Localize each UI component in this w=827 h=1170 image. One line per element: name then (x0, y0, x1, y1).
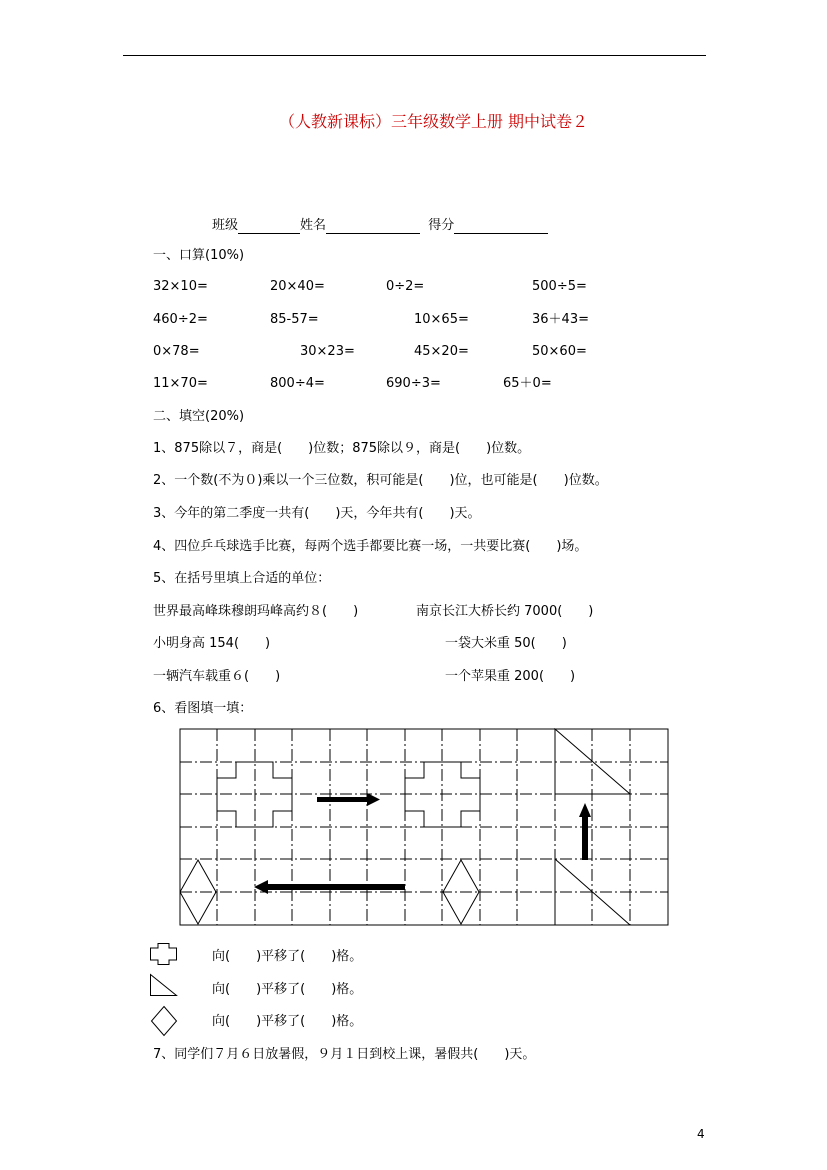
question-7: 7、同学们７月６日放暑假，９月１日到校上课，暑假共( )天。 (153, 1047, 536, 1062)
class-blank[interactable] (238, 219, 300, 234)
calc-item: 800÷4= (270, 376, 325, 391)
calc-item: 500÷5= (532, 279, 587, 294)
calc-item: 65＋0= (503, 376, 552, 391)
score-label: 得分 (428, 218, 455, 233)
question-5: 5、在括号里填上合适的单位： (153, 571, 331, 586)
calc-item: 20×40= (270, 279, 325, 294)
class-label: 班级 (212, 218, 239, 233)
calc-item: 45×20= (414, 344, 469, 359)
name-label: 姓名 (300, 218, 327, 233)
page-number: 4 (697, 1127, 705, 1141)
unit-item: 一袋大米重 50( ) (445, 636, 567, 651)
calc-item: 690÷3= (386, 376, 441, 391)
calc-item: 85-57= (270, 312, 319, 327)
calc-item: 460÷2= (153, 312, 208, 327)
question-3: 3、今年的第二季度一共有( )天，今年共有( )天。 (153, 506, 481, 521)
diamond-shape-icon (151, 1006, 177, 1036)
translation-grid-figure (180, 729, 668, 925)
translation-answer-diamond: 向( )平移了( )格。 (212, 1014, 363, 1029)
calc-item: 0÷2= (386, 279, 425, 294)
header-rule (123, 55, 706, 56)
section-heading-fill-blank: 二、填空(20%) (153, 409, 245, 424)
unit-item: 世界最高峰珠穆朗玛峰高约８( ) (153, 604, 359, 619)
calc-item: 32×10= (153, 279, 208, 294)
question-1: 1、875除以７，商是( )位数；875除以９，商是( )位数。 (153, 441, 531, 456)
translation-answer-cross: 向( )平移了( )格。 (212, 949, 363, 964)
cross-shape-icon (150, 943, 177, 965)
translation-answer-triangle: 向( )平移了( )格。 (212, 982, 363, 997)
arrow-right (317, 793, 380, 806)
section-heading-mental-math: 一、口算(10%) (153, 248, 245, 263)
unit-item: 南京长江大桥长约 7000( ) (416, 604, 594, 619)
question-2: 2、一个数(不为０)乘以一个三位数，积可能是( )位，也可能是( )位数。 (153, 473, 608, 488)
triangle-shape-icon (150, 974, 177, 996)
question-6: 6、看图填一填： (153, 701, 253, 716)
page-title: （人教新课标）三年级数学上册 期中试卷２ (278, 112, 589, 131)
arrow-up (579, 803, 591, 860)
unit-item: 一个苹果重 200( ) (445, 669, 576, 684)
unit-item: 小明身高 154( ) (153, 636, 271, 651)
score-blank[interactable] (454, 219, 548, 234)
question-4: 4、四位乒乓球选手比赛，每两个选手都要比赛一场，一共要比赛( )场。 (153, 539, 588, 554)
calc-item: 50×60= (532, 344, 587, 359)
calc-item: 10×65= (414, 312, 469, 327)
calc-item: 0×78= (153, 344, 200, 359)
unit-item: 一辆汽车载重６( ) (153, 669, 281, 684)
calc-item: 36＋43= (532, 312, 589, 327)
calc-item: 11×70= (153, 376, 208, 391)
name-blank[interactable] (326, 219, 420, 234)
info-line (212, 218, 548, 234)
calc-item: 30×23= (300, 344, 355, 359)
